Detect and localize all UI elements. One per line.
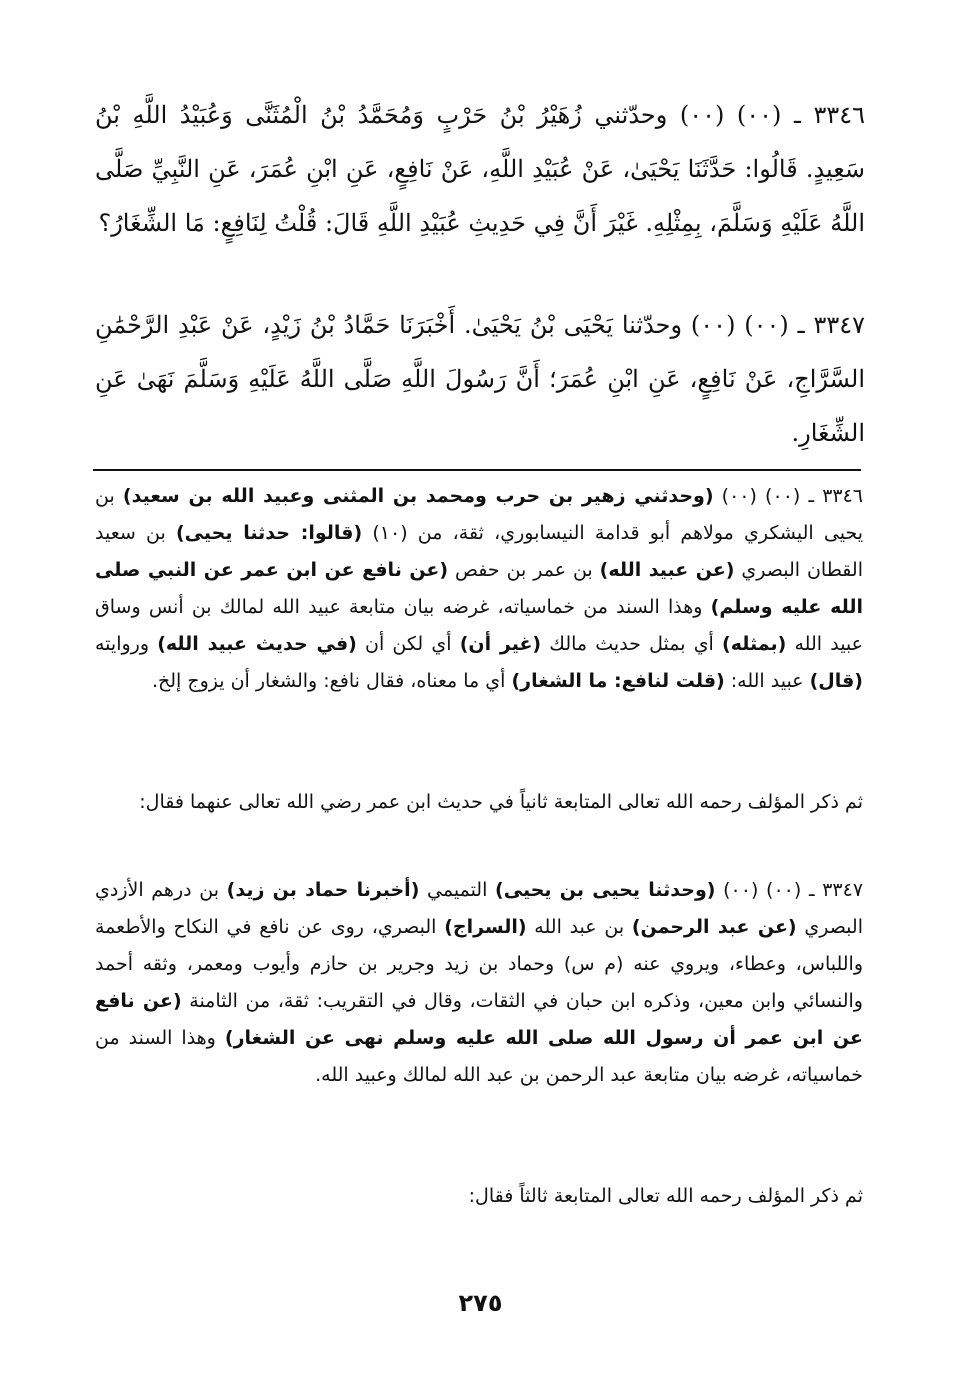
commentary-text: ثم ذكر المؤلف رحمه الله تعالى المتابعة ثالثاً فقال:: [468, 1185, 863, 1207]
bold-quoted-text: (وحدثنا يحيى بن يحيى): [495, 879, 716, 901]
commentary-paragraph: [95, 872, 863, 1094]
commentary-text: بن عبد الله: [526, 916, 632, 938]
commentary-transition-2: [95, 1178, 863, 1215]
hadith-3347-matn: [95, 298, 865, 460]
commentary-text: وهذا السند من خماسياته، غرضه بيان متابعة عبد الرحمن بن عبد الله لمالك وعبيد الله.: [95, 1027, 863, 1086]
hadith-text: ٣٣٤٦ ـ (٠٠) (٠٠) وحدّثني زُهَيْرُ بْنُ حَرْبٍ وَمُحَمَّدُ بْنُ الْمُثَنَّى وَعُبَيْدُ اللَّهِ بْنُ سَعِيدٍ. قَالُوا: حَدَّثَنَا يَحْيَىٰ، عَنْ عُبَيْدِ اللَّهِ، عَنْ نَافِعٍ، عَنِ ابْنِ عُمَرَ، عَنِ النَّبِيِّ صَلَّى اللَّهُ عَلَيْهِ وَسَلَّمَ، بِمِثْلِهِ. غَيْرَ أَنَّ فِي حَدِيثِ عُبَيْدِ اللَّهِ قَالَ: قُلْتُ لِنَافِعٍ: مَا الشِّغَارُ؟: [95, 101, 866, 237]
commentary-text: بن عمر بن حفص: [448, 559, 600, 581]
hadith-text: ٣٣٤٧ ـ (٠٠) (٠٠) وحدّثنا يَحْيَى بْنُ يَحْيَىٰ. أَخْبَرَنَا حَمَّادُ بْنُ زَيْدٍ، عَنْ عَبْدِ الرَّحْمَٰنِ السَّرَّاجِ، عَنْ نَافِعٍ، عَنِ ابْنِ عُمَرَ؛ أَنَّ رَسُولَ اللَّهِ صَلَّى اللَّهُ عَلَيْهِ وَسَلَّمَ نَهَىٰ عَنِ الشِّغَارِ.: [95, 311, 866, 447]
commentary-text: وهذا السند من خماسياته، غرضه بيان متابعة عبيد الله لمالك بن أنس وساق عبيد الله: [95, 596, 864, 655]
bold-quoted-text: (قالوا: حدثنا يحيى): [175, 522, 363, 544]
commentary-text: أي بمثل حديث مالك: [541, 633, 723, 655]
bold-quoted-text: (عن نافع عن ابن عمر أن رسول الله صلى الله عليه وسلم نهى عن الشغار): [95, 990, 863, 1049]
bold-quoted-text: (أخبرنا حماد بن زيد): [226, 879, 420, 901]
bold-quoted-text: (بمثله): [722, 633, 787, 655]
commentary-text: البصري، روى عن نافع في النكاح والأطعمة واللباس، وعطاء، ويروي عنه (م س) وحماد بن زيد وجرير بن حازم وأيوب ومعمر، وثقه أحمد والنسائي وابن معين، وذكره ابن حبان في الثقات، وقال في التقريب: ثقة، من الثامنة: [95, 916, 863, 1012]
commentary-text: أي لكن أن: [356, 633, 460, 655]
commentary-transition-1: [95, 784, 863, 821]
commentary-text: ٣٣٤٧ ـ (٠٠) (٠٠): [715, 879, 864, 901]
commentary-text: وروايته: [95, 633, 158, 655]
page-number: ٢٧٥: [458, 1289, 503, 1317]
bold-quoted-text: (قال): [809, 670, 863, 692]
bold-quoted-text: (غير أن): [459, 633, 542, 655]
commentary-text: بن سعيد القطان البصري: [95, 522, 863, 581]
commentary-paragraph: [95, 784, 863, 821]
bold-quoted-text: (وحدثني زهير بن حرب ومحمد بن المثنى وعبيد الله بن سعيد): [122, 485, 714, 507]
bold-quoted-text: (السراج): [444, 916, 527, 938]
bold-quoted-text: (عن عبد الرحمن): [631, 916, 797, 938]
footnote-separator-line: [93, 469, 861, 471]
hadith-3346-matn: [95, 88, 865, 250]
commentary-paragraph: [95, 1178, 863, 1215]
commentary-text: التميمي: [419, 879, 496, 901]
bold-quoted-text: (عن نافع عن ابن عمر عن النبي صلى الله عليه وسلم): [95, 559, 863, 618]
bold-quoted-text: (قلت لنافع: ما الشغار): [511, 670, 725, 692]
commentary-text: عبيد الله:: [724, 670, 810, 692]
bold-quoted-text: (عن عبيد الله): [599, 559, 735, 581]
commentary-text: بن يحيى اليشكري مولاهم أبو قدامة النيسابوري، ثقة، من (١٠): [95, 485, 863, 544]
commentary-text: أي ما معناه، فقال نافع: والشغار أن يزوج إلخ.: [151, 670, 512, 692]
bold-quoted-text: (في حديث عبيد الله): [157, 633, 357, 655]
commentary-text: بن درهم الأزدي البصري: [95, 879, 863, 938]
commentary-text: ثم ذكر المؤلف رحمه الله تعالى المتابعة ثانياً في حديث ابن عمر رضي الله تعالى عنهما فقال:: [139, 791, 863, 813]
commentary-3346: [95, 478, 863, 700]
commentary-3347: [95, 872, 863, 1094]
commentary-paragraph: [95, 478, 863, 700]
commentary-text: ٣٣٤٦ ـ (٠٠) (٠٠): [713, 485, 864, 507]
